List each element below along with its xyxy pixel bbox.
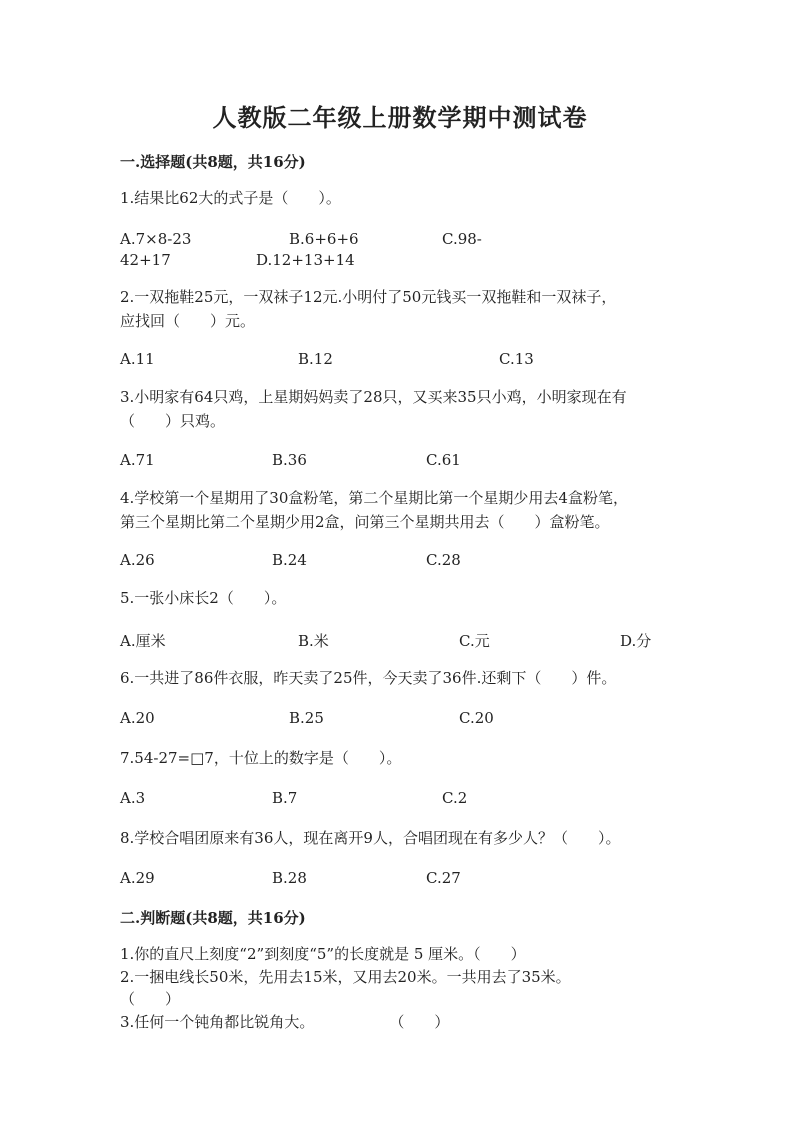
option-a: A.厘米 bbox=[120, 632, 166, 650]
question-text: 8.学校合唱团原来有36人，现在离开9人，合唱团现在有多少人？（ ）。 bbox=[120, 829, 621, 847]
option-b: B.36 bbox=[272, 451, 307, 469]
question-text: 5.一张小床长2（ ）。 bbox=[120, 589, 287, 607]
option-a: A.26 bbox=[120, 551, 155, 569]
option-c: C.13 bbox=[499, 350, 534, 368]
section-header-choice: 一.选择题(共8题，共16分) bbox=[120, 153, 306, 171]
judgement-text: 2.一捆电线长50米，先用去15米，又用去20米。一共用去了35米。 bbox=[120, 968, 571, 986]
option-a: A.71 bbox=[120, 451, 155, 469]
judgement-text: 1.你的直尺上刻度“2”到刻度“5”的长度就是 5 厘米。（ ） bbox=[120, 945, 526, 963]
option-b: B.12 bbox=[298, 350, 333, 368]
option-a: A.20 bbox=[120, 709, 155, 727]
option-c: C.61 bbox=[426, 451, 461, 469]
option-d: D.12+13+14 bbox=[256, 251, 355, 269]
judgement-text: 3.任何一个钝角都比锐角大。 （ ） bbox=[120, 1013, 450, 1031]
question-text: 2.一双拖鞋25元，一双袜子12元.小明付了50元钱买一双拖鞋和一双袜子， bbox=[120, 288, 617, 306]
option-a: A.29 bbox=[120, 869, 155, 887]
option-b: B.米 bbox=[298, 632, 329, 650]
question-text: 6.一共进了86件衣服，昨天卖了25件，今天卖了36件.还剩下（ ）件。 bbox=[120, 669, 617, 687]
option-b: B.6+6+6 bbox=[289, 230, 359, 248]
option-c: C.27 bbox=[426, 869, 461, 887]
option-b: B.7 bbox=[272, 789, 298, 807]
question-text: 4.学校第一个星期用了30盒粉笔，第二个星期比第一个星期少用去4盒粉笔， bbox=[120, 489, 628, 507]
option-b: B.25 bbox=[289, 709, 324, 727]
option-b: B.28 bbox=[272, 869, 307, 887]
question-text: 1.结果比62大的式子是（ ）。 bbox=[120, 189, 341, 207]
option-a: A.7×8-23 bbox=[120, 230, 192, 248]
option-c: C.28 bbox=[426, 551, 461, 569]
option-c: C.98- bbox=[442, 230, 482, 248]
option-b: B.24 bbox=[272, 551, 307, 569]
question-text: 3.小明家有64只鸡，上星期妈妈卖了28只，又买来35只小鸡，小明家现在有 bbox=[120, 388, 627, 406]
question-text: 7.54-27=□7，十位上的数字是（ ）。 bbox=[120, 749, 402, 767]
page-title: 人教版二年级上册数学期中测试卷 bbox=[212, 103, 588, 132]
section-header-judgement: 二.判断题(共8题，共16分) bbox=[120, 909, 306, 927]
option-c: C.20 bbox=[459, 709, 494, 727]
question-text-line2: （ ）只鸡。 bbox=[120, 412, 226, 430]
question-text-line2: 应找回（ ）元。 bbox=[120, 312, 256, 330]
option-c: C.2 bbox=[442, 789, 468, 807]
option-c-continued: 42+17 bbox=[120, 251, 171, 269]
question-text-line2: 第三个星期比第二个星期少用2盒，问第三个星期共用去（ ）盒粉笔。 bbox=[120, 513, 610, 531]
option-a: A.11 bbox=[120, 350, 155, 368]
option-a: A.3 bbox=[120, 789, 146, 807]
judgement-text-line2: （ ） bbox=[120, 990, 181, 1008]
option-c: C.元 bbox=[459, 632, 490, 650]
option-d: D.分 bbox=[620, 632, 652, 650]
